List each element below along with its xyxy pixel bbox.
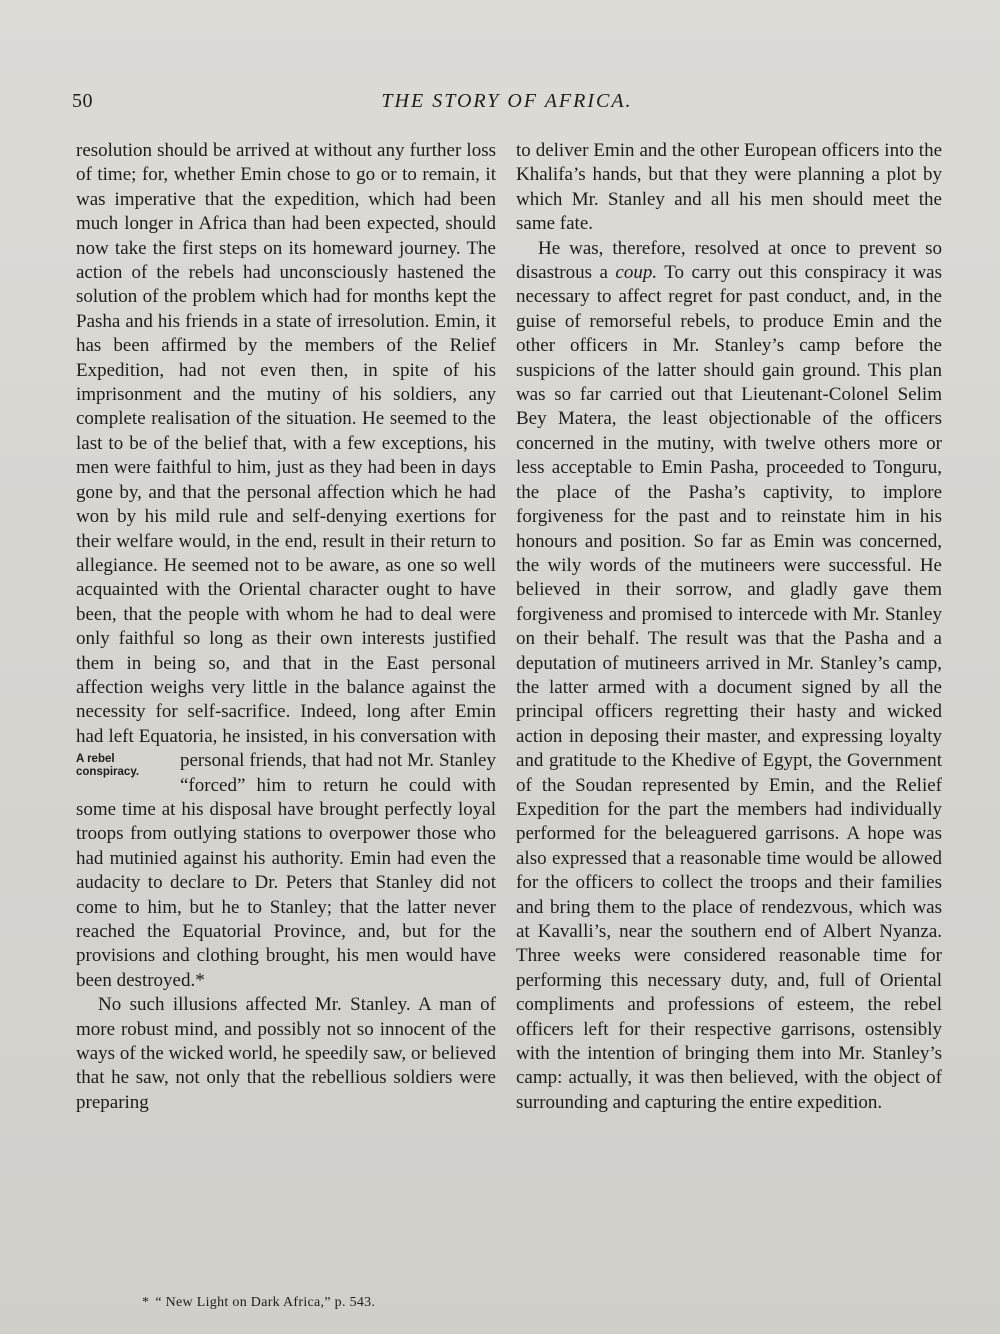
- right-paragraph-2: [516, 237, 942, 1116]
- sidenote-line-1: A rebel: [76, 753, 115, 766]
- footnote-mark: *: [142, 1295, 150, 1310]
- running-title: THE STORY OF AFRICA.: [381, 90, 633, 112]
- right-paragraph-1: to deliver Emin and the other European officers into the Khalifa’s hands, but that they were planning a plot by which Mr. Stanley and all his men should meet the same fate.: [516, 140, 942, 235]
- left-paragraph-1: [76, 139, 496, 993]
- left-paragraph-2: No such illusions affected Mr. Stanley. A man of more robust mind, and possibly not so innocent of the ways of the wicked world, he speedily saw, or believed that he saw, not only that the rebellious soldiers were preparing: [76, 994, 496, 1113]
- footnote-text: “ New Light on Dark Africa,” p. 543.: [155, 1295, 376, 1310]
- left-paragraph-1-end: with personal friends, that had not Mr. Stanley “forced” him to return he could with some time at his disposal have brought perfectly loyal troops from outlying stations to overpower those who had mutinied against his authority. Emin had even the audacity to declare to Dr. Peters that Stanley did not come to him, but he to Stanley; that the latter never reached the Equatorial Province, and, but for the provisions and clothing brought, his men would have been destroyed.*: [76, 725, 496, 991]
- page-number: 50: [72, 90, 93, 112]
- left-paragraph-1-start: resolution should be arrived at without any further loss of time; for, whether Emin chose to go or to remain, it was imperative that the expedition, which had been much longer in Africa than had been expected, should now take the first steps on its homeward journey. The action of the rebels had unconsciously hastened the solution of the problem which had for months kept the Pasha and his friends in a state of irresolution. Emin, it has been affirmed by the members of the Relief Expedition, had not even then, in spite of his imprisonment and the mutiny of his soldiers, any complete realisation of the situation. He seemed to the last to be of the belief that, with a few exceptions, his men were faithful to him, just as they had been in days gone by, and that the personal affection which he had won by his mild rule and self-denying exertions for their welfare would, in the end, result in their return to allegiance. He seemed not to be aware, as one so well acquainted with the Oriental character ought to have been, that the people with whom he had to deal were only faithful so long as their own interests justified them in being so, and that in the East personal affection weighs very little in the balance against the necessity for self-sacrifice. Indeed, long after Emin had left Equatoria, he insisted, in his conversation: [76, 140, 496, 747]
- running-head: [72, 90, 942, 120]
- footnote: [142, 1295, 375, 1311]
- italic-word-coup: coup.: [615, 262, 658, 284]
- sidenote-line-2: conspiracy.: [76, 766, 140, 779]
- margin-sidenote: [76, 753, 172, 779]
- right-paragraph-2-start: He was, therefore, resolved at once to prevent so disastrous a: [516, 237, 942, 284]
- right-paragraph-2-end: To carry out this conspiracy it was necessary to affect regret for past conduct, and, in the guise of remorseful rebels, to produce Emin and the other officers in Mr. Stanley’s camp before the suspicions of the latter should gain ground. This plan was so far carried out that Lieutenant-Colonel Selim Bey Matera, the least objectionable of the officers concerned in the mutiny, with twelve others more or less acceptable to Emin Pasha, proceeded to Tonguru, the place of the Pasha’s captivity, to implore forgiveness for the past and to reinstate him in his honours and position. So far as Emin was concerned, the wily words of the mutineers were successful. He believed in their sorrow, and gladly gave them forgiveness and promised to intercede with Mr. Stanley on their behalf. The result was that the Pasha and a deputation of mutineers arrived in Mr. Stanley’s camp, the latter armed with a document signed by all the principal officers regretting their hasty and wicked action in deposing their master, and expressing loyalty and gratitude to the Khedive of Egypt, the Government of the Soudan represented by Emin, and the Relief Expedition for the part the members had individually performed for the beleaguered garrisons. A hope was also expressed that a reasonable time would be allowed for the officers to collect the troops and their families and bring them to the place of rendezvous, which was at Kavalli’s, near the southern end of Albert Nyanza. Three weeks were considered reasonable time for performing this necessary duty, and, full of Oriental compliments and professions of esteem, the rebel officers left for their respective garrisons, ostensibly with the intention of bringing them into Mr. Stanley’s camp: actually, it was then believed, with the object of surrounding and capturing the entire expedition.: [516, 262, 943, 1113]
- left-column: [76, 139, 496, 1115]
- right-column: [516, 139, 942, 1115]
